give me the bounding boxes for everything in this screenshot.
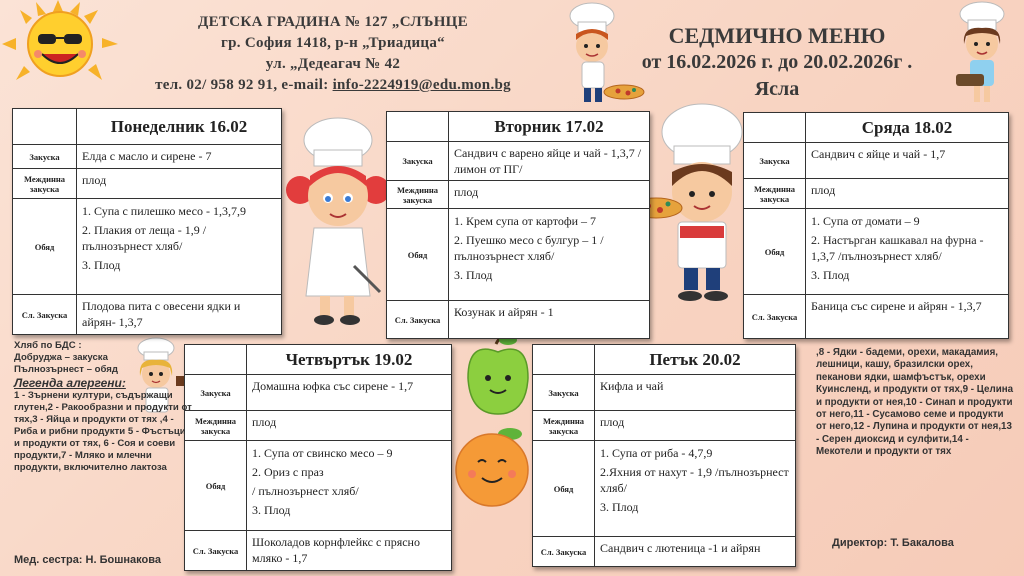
day-title: Вторник 17.02 xyxy=(449,112,650,142)
label-lunch: Обяд xyxy=(13,199,77,295)
allergen-list-left: 1 - Зърнени култури, съдържащи глутен,2 - Ракообразни и продукти от тях,3 - Яйца и продукти от тях ,4 - Риба и рибни продукти 5 - Фъстъци и продукти от тях, 6 - Соя и соеви продукти,7 - Мляко и млечни продукти, включително лактоза xyxy=(14,390,192,473)
lunch-item: 2. Настърган кашкавал на фурна - 1,3,7 /пълнозърнест хляб/ xyxy=(811,233,984,263)
label-breakfast: Закуска xyxy=(533,375,595,411)
label-breakfast: Закуска xyxy=(185,375,247,411)
orange-icon xyxy=(452,424,538,510)
breakfast-value: Кифла и чай xyxy=(595,375,796,411)
lunch-item: 1. Супа от свинско месо – 9 xyxy=(252,446,393,460)
label-afternoon: Сл. Закуска xyxy=(13,295,77,335)
lunch-item: 2. Плакия от леща - 1,9 /пълнозърнест хляб/ xyxy=(82,223,207,253)
email-link[interactable]: info-2224919@edu.mon.bg xyxy=(332,77,511,93)
label-afternoon: Сл. Закуска xyxy=(533,537,595,567)
phone-text: тел. 02/ 958 92 91, e-mail: xyxy=(155,77,333,93)
lunch-item: 3. Плод xyxy=(811,268,850,282)
menu-title: СЕДМИЧНО МЕНЮ xyxy=(668,23,886,48)
label-breakfast: Закуска xyxy=(744,143,806,179)
breakfast-value: Сандвич с яйце и чай - 1,7 xyxy=(806,143,1009,179)
lunch-item: 2.Яхния от нахут - 1,9 /пълнозърнест хляб/ xyxy=(600,465,789,495)
label-lunch: Обяд xyxy=(533,441,595,537)
label-breakfast: Закуска xyxy=(387,142,449,181)
menu-group: Ясла xyxy=(754,78,800,100)
nurse-signature: Мед. сестра: Н. Бошнакова xyxy=(14,554,161,566)
label-snack: Междинна закуска xyxy=(533,411,595,441)
label-afternoon: Сл. Закуска xyxy=(744,295,806,339)
breakfast-value: Елда с масло и сирене - 7 xyxy=(77,145,282,169)
label-breakfast: Закуска xyxy=(13,145,77,169)
lunch-item: 1. Супа от домати – 9 xyxy=(811,214,920,228)
day-title: Понеделник 16.02 xyxy=(77,109,282,145)
apple-icon xyxy=(462,330,534,426)
label-lunch: Обяд xyxy=(387,209,449,301)
day-title: Четвъртък 19.02 xyxy=(247,345,452,375)
snack-value: плод xyxy=(77,169,282,199)
lunch-value xyxy=(247,441,452,531)
breakfast-value: Домашна юфка със сирене - 1,7 xyxy=(247,375,452,411)
lunch-item: 3. Плод xyxy=(600,500,639,514)
menu-table-tuesday xyxy=(386,111,650,339)
lunch-item: 3. Плод xyxy=(252,503,291,517)
kindergarten-address-street: ул. „Дедеагач № 42 xyxy=(265,56,401,72)
snack-value: плод xyxy=(806,179,1009,209)
lunch-value xyxy=(806,209,1009,295)
label-lunch: Обяд xyxy=(744,209,806,295)
menu-table-thursday xyxy=(184,344,452,571)
lunch-value xyxy=(77,199,282,295)
label-afternoon: Сл. Закуска xyxy=(185,531,247,571)
label-snack: Междинна закуска xyxy=(387,181,449,209)
sun-icon xyxy=(2,0,120,86)
menu-table-wednesday xyxy=(743,112,1009,339)
label-snack: Междинна закуска xyxy=(744,179,806,209)
allergen-legend-title: Легенда алергени: xyxy=(14,376,126,390)
label-snack: Междинна закуска xyxy=(13,169,77,199)
lunch-item: 1. Супа от риба - 4,7,9 xyxy=(600,446,713,460)
lunch-item: 3. Плод xyxy=(454,268,493,282)
day-title: Петък 20.02 xyxy=(595,345,796,375)
label-afternoon: Сл. Закуска xyxy=(387,301,449,339)
afternoon-value: Плодова пита с овесени ядки и айрян- 1,3,7 xyxy=(77,295,282,335)
lunch-value xyxy=(449,209,650,301)
day-title: Сряда 18.02 xyxy=(806,113,1009,143)
label-snack: Междинна закуска xyxy=(185,411,247,441)
lunch-item: 1. Супа с пилешко месо - 1,3,7,9 xyxy=(82,204,246,218)
snack-value: плод xyxy=(449,181,650,209)
bread-title: Хляб по БДС : xyxy=(14,340,82,351)
kindergarten-contact xyxy=(118,75,548,96)
bread-breakfast: Добруджа – закуска xyxy=(14,352,108,363)
chef-girl-red-hair-icon xyxy=(284,116,388,328)
menu-table-friday xyxy=(532,344,796,567)
allergen-legend-right: ,8 - Ядки - бадеми, орехи, макадамия, лешници, кашу, бразилски орех, пеканови ядки, шамфъстък, орехи Куинсленд, и продукти от тях,9 - Целина и продукти от нея,10 - Синап и продукти от него,11 - Сусамово семе и продукти от него,12 - Лупина и продукти от нея,13 - Серен диоксид и сулфити,14 - Мекотели и продукти от тях xyxy=(816,347,1014,458)
lunch-item: 1. Крем супа от картофи – 7 xyxy=(454,214,597,228)
allergen-legend-left xyxy=(14,340,192,474)
menu-table-monday xyxy=(12,108,282,335)
lunch-value xyxy=(595,441,796,537)
menu-header xyxy=(612,22,942,103)
kindergarten-address-city: гр. София 1418, р-н „Триадица“ xyxy=(221,35,445,51)
afternoon-value: Козунак и айрян - 1 xyxy=(449,301,650,339)
snack-value: плод xyxy=(247,411,452,441)
lunch-item: 3. Плод xyxy=(82,258,121,272)
kindergarten-name: ДЕТСКА ГРАДИНА № 127 „СЛЪНЦЕ xyxy=(198,14,468,30)
afternoon-value: Шоколадов корнфлейкс с прясно мляко - 1,7 xyxy=(247,531,452,571)
menu-period: от 16.02.2026 г. до 20.02.2026г . xyxy=(641,51,913,73)
label-lunch: Обяд xyxy=(185,441,247,531)
afternoon-value: Баница със сирене и айрян - 1,3,7 xyxy=(806,295,1009,339)
chef-girl-icon xyxy=(944,0,1020,110)
lunch-item: 2. Пуешко месо с булгур – 1 /пълнозърнест хляб/ xyxy=(454,233,604,263)
snack-value: плод xyxy=(595,411,796,441)
lunch-item: 2. Ориз с праз xyxy=(252,465,324,479)
afternoon-value: Сандвич с лютеница -1 и айрян xyxy=(595,537,796,567)
breakfast-value: Сандвич с варено яйце и чай - 1,3,7 /лимон от ПГ/ xyxy=(449,142,650,181)
lunch-item: / пълнозърнест хляб/ xyxy=(252,484,359,498)
bread-lunch: Пълнозърнест – обяд xyxy=(14,364,118,375)
kindergarten-header xyxy=(118,12,548,96)
director-signature: Директор: Т. Бакалова xyxy=(832,537,954,549)
